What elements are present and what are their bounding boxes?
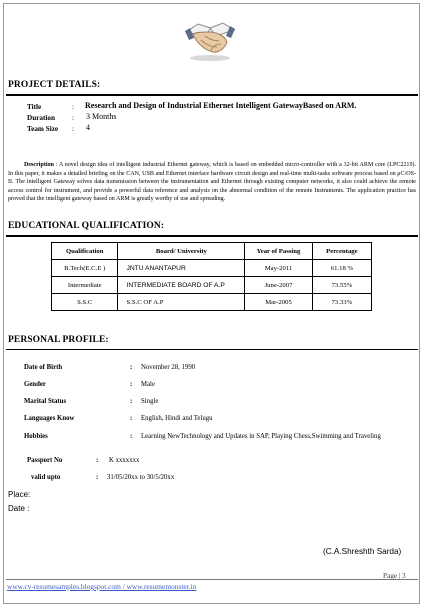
valid-upto-value: 31/05/20xx to 30/5/20xx: [107, 474, 175, 481]
valid-upto-label: valid upto: [31, 474, 61, 481]
cell-percentage: 61.18 %: [312, 260, 371, 277]
education-rule: [6, 235, 418, 237]
passport-label: Passport No: [27, 457, 63, 464]
cell-qualification: B.Tech(E.C.E ): [52, 260, 118, 277]
title-label: Title: [27, 103, 42, 111]
place-label: Place:: [8, 490, 31, 499]
cell-percentage: 73.55%: [312, 277, 371, 294]
title-colon: :: [72, 103, 74, 111]
languages-value: English, Hindi and Telugu: [141, 415, 213, 422]
description-label: Description: [24, 162, 54, 168]
marital-colon: :: [130, 398, 133, 405]
gender-label: Gender: [24, 381, 46, 388]
languages-colon: :: [130, 415, 133, 422]
col-board: Board/ University: [118, 243, 245, 260]
cell-board: JNTU ANANTAPUR: [118, 260, 245, 277]
cell-year: June-2007: [245, 277, 313, 294]
gender-colon: :: [130, 381, 133, 388]
cell-qualification: S.S.C: [52, 294, 118, 311]
footer-rule: [6, 579, 418, 580]
title-value: Research and Design of Industrial Ethernet Intelligent GatewayBased on ARM.: [85, 101, 357, 110]
cell-year: May-2011: [245, 260, 313, 277]
cell-year: Mar-2005: [245, 294, 313, 311]
valid-upto-colon: :: [96, 474, 99, 481]
cell-qualification: Intermediate: [52, 277, 118, 294]
duration-value: 3 Months: [86, 112, 117, 121]
team-size-colon: :: [72, 125, 74, 133]
education-table: [51, 242, 372, 311]
table-row: [52, 294, 372, 311]
project-rule: [6, 94, 418, 96]
date-label: Date :: [8, 504, 30, 513]
education-heading: EDUCATIONAL QUALIFICATION:: [8, 221, 165, 231]
passport-colon: :: [96, 457, 99, 464]
passport-value: K xxxxxxx: [109, 457, 140, 464]
page-number: Page | 3: [383, 572, 406, 580]
cell-board: INTERMEDIATE BOARD OF A.P: [118, 277, 245, 294]
cell-board: S.S.C OF A.P: [118, 294, 245, 311]
gender-value: Male: [141, 381, 155, 388]
signature: (C.A.Shreshth Sarda): [323, 547, 402, 556]
team-size-label: Team Size: [27, 125, 59, 133]
personal-rule: [6, 349, 418, 350]
hobbies-label: Hobbies: [24, 433, 48, 440]
project-heading: PROJECT DETAILS:: [8, 80, 101, 90]
description-text: : A novel design idea of intelligent industrial Ethernet gateway, which is based on embedded micro-controller with a 32-bit ARM core (LPC2219). In this paper, it makes a detailed briefing on the CAN, USB and Ethernet interface hardware circuit design and real-time multi-tasks software process based on μC/OS-II. The intelligent Gateway solves data transmission between the instrumentation and Ethernet through existing computer networks, it also could achieve the remote access control for instrument, and provide a powerful data reference and analysis on the abnormal condition of the remote Instruments. The application practice has proved that the intelligent gateway based on ARM is greatly worthy of use and spreading.: [8, 162, 417, 203]
team-size-value: 4: [86, 123, 90, 132]
cell-percentage: 73.33%: [312, 294, 371, 311]
col-qualification: Qualification: [52, 243, 118, 260]
dob-label: Date of Birth: [24, 364, 63, 371]
hobbies-colon: :: [130, 433, 133, 440]
marital-label: Marital Status: [24, 398, 67, 405]
col-year: Year of Passing: [245, 243, 313, 260]
handshake-icon: [183, 14, 237, 64]
hobbies-value: Learning NewTechnology and Updates in SAP, Playing Chess,Swimming and Traveling: [141, 433, 381, 440]
duration-colon: :: [72, 114, 74, 122]
dob-colon: :: [130, 364, 133, 371]
dob-value: November 28, 1990: [141, 364, 196, 371]
col-percentage: Percentage: [312, 243, 371, 260]
project-description: [8, 161, 416, 204]
table-row: [52, 277, 372, 294]
marital-value: Single: [141, 398, 159, 405]
languages-label: Languages Know: [24, 415, 75, 422]
footer-links[interactable]: www.cv-resumesamples.blogspot.com / www.resumemonster.in: [7, 582, 197, 591]
table-row: [52, 260, 372, 277]
education-header-row: [52, 243, 372, 260]
duration-label: Duration: [27, 114, 55, 122]
personal-heading: PERSONAL PROFILE:: [8, 335, 109, 345]
